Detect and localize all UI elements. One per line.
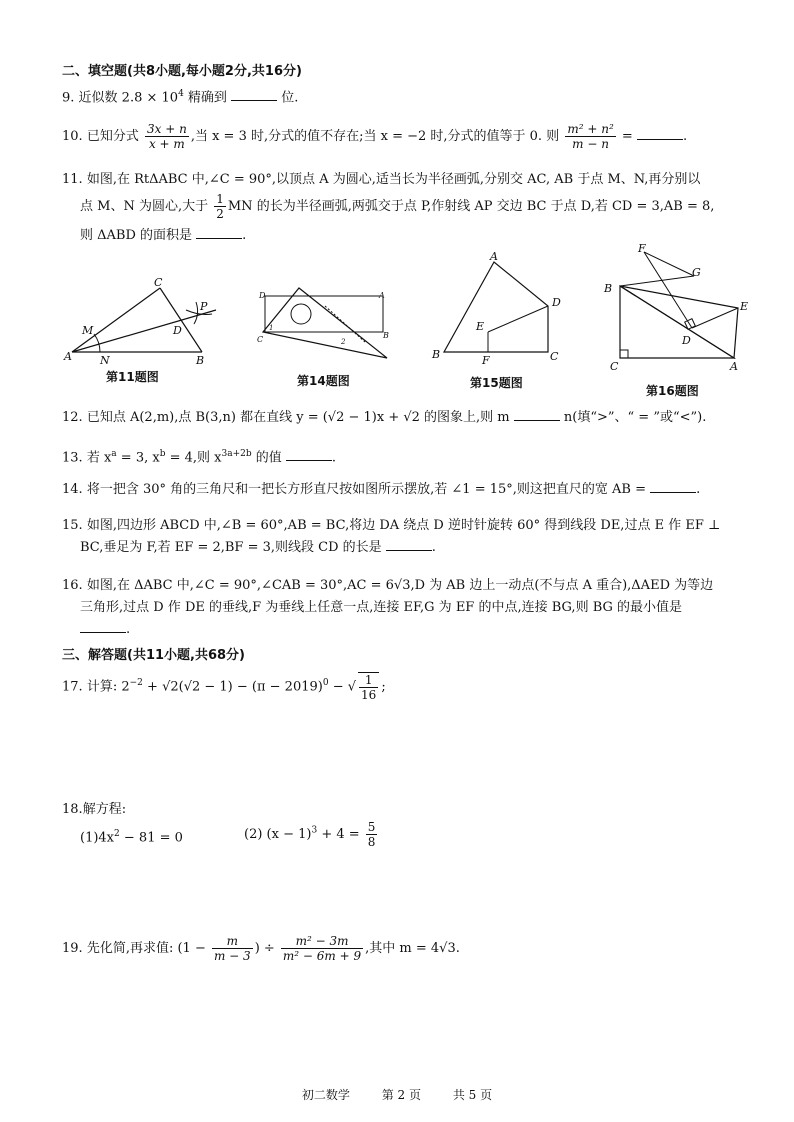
answer-blank-9[interactable] bbox=[231, 88, 277, 101]
figure-11 bbox=[60, 272, 225, 367]
question-13: 13. 若 $x^a = 3$, $x^b = 4$,则 $x^{3a+2b}$ 的值 . bbox=[62, 449, 337, 466]
label-e: E bbox=[476, 320, 485, 333]
footer-subject: 初二数学 bbox=[301, 1088, 350, 1102]
label-a: A bbox=[490, 250, 498, 263]
label-p: P bbox=[200, 300, 208, 313]
question-18-part-1: $(1)4x^2 - 81 = 0$ bbox=[80, 829, 183, 846]
fraction-11: $\frac{1}{2}$ bbox=[216, 192, 224, 221]
label-e: E bbox=[740, 300, 749, 313]
answer-blank-10[interactable] bbox=[637, 127, 683, 140]
label-b: B bbox=[604, 282, 613, 295]
fraction-17: $\frac{1}{16}$ bbox=[358, 672, 379, 702]
label-d: D bbox=[682, 334, 691, 347]
fraction-19a: $\frac{m}{m - 3}$ bbox=[213, 934, 251, 963]
label-f: F bbox=[638, 242, 646, 255]
label-n: N bbox=[100, 354, 110, 367]
label-b: B bbox=[432, 348, 441, 361]
label-angle-1: 1 bbox=[269, 324, 274, 332]
fraction-18: $\frac{5}{8}$ bbox=[367, 820, 376, 849]
question-11-line-3: 则 ΔABD 的面积是 . bbox=[80, 228, 247, 243]
fraction-10a: $\frac{3x + n}{x + m}$ bbox=[146, 122, 187, 151]
label-g: G bbox=[692, 266, 701, 279]
answer-blank-13[interactable] bbox=[286, 448, 332, 461]
label-a: A bbox=[379, 291, 385, 300]
answer-blank-15[interactable] bbox=[386, 538, 432, 551]
answer-blank-16[interactable] bbox=[80, 620, 126, 633]
caption-figure-15: 第15题图 bbox=[470, 376, 523, 390]
figure-16 bbox=[602, 240, 762, 375]
fraction-19b: $\frac{\text{m² − 3m}}{\text{m² − 6m + 9}}$ bbox=[282, 934, 362, 963]
label-b: B bbox=[196, 354, 205, 367]
label-d: D bbox=[552, 296, 561, 309]
question-16-line-3: . bbox=[80, 620, 130, 640]
label-a: A bbox=[64, 350, 72, 363]
question-11-line-2: 点 M、N 为圆心,大于 $\frac{1}{2}$ MN 的长为半径画弧,两弧交于点 P,作射线 AP 交边 BC 于点 D,若 CD = 3,AB = 8, bbox=[80, 192, 715, 221]
question-11-line-1: 11. 如图,在 RtΔABC 中,∠C = 90°,以顶点 A 为圆心,适当长为半径画弧,分别交 AC, AB 于点 M、N,再分别以 bbox=[62, 172, 701, 187]
figure-14 bbox=[255, 284, 395, 364]
question-15-line-2: BC,垂足为 F,若 EF = 2,BF = 3,则线段 CD 的长是 . bbox=[80, 540, 436, 555]
page-footer bbox=[0, 1086, 794, 1103]
answer-blank-11[interactable] bbox=[196, 226, 242, 239]
label-d: D bbox=[173, 324, 182, 337]
question-17: 17. 计算: $2^{-2} + √2(√2 - 1) - (\pi - 2019)^0$ − √ $\frac{1}{16}$ ; bbox=[62, 673, 386, 702]
label-f: F bbox=[482, 354, 490, 367]
label-a: A bbox=[730, 360, 738, 373]
caption-figure-11: 第11题图 bbox=[106, 370, 159, 384]
question-18-part-2: (2) $(x - 1)^3 + 4$ = $\frac{5}{8}$ bbox=[244, 820, 376, 849]
label-c: C bbox=[550, 350, 559, 363]
label-c: C bbox=[257, 335, 264, 344]
caption-figure-14: 第14题图 bbox=[297, 374, 350, 388]
label-c: C bbox=[610, 360, 619, 373]
question-14: 14. 将一把含 30° 角的三角尺和一把长方形直尺按如图所示摆放,若 ∠1 = 15°,则这把直尺的宽 AB = . bbox=[62, 482, 701, 497]
answer-blank-14[interactable] bbox=[650, 480, 696, 493]
label-c: C bbox=[154, 276, 163, 289]
figure-15 bbox=[430, 250, 570, 370]
footer-page: 第 2 页 bbox=[381, 1088, 421, 1102]
section-2-title: 二、填空题(共8小题,每小题2分,共16分) bbox=[62, 64, 302, 79]
question-10: 10. 已知分式 $\frac{3x + n}{x + m}$ ,当 x = 3 时,分式的值不存在;当 x = −2 时,分式的值等于 0. 则 $\frac{\text{m² + n²}}{m - n}$ = . bbox=[62, 122, 688, 151]
question-16-line-2: 三角形,过点 D 作 DE 的垂线,F 为垂线上任意一点,连接 EF,G 为 EF 的中点,连接 BG,则 BG 的最小值是 bbox=[80, 600, 683, 615]
label-m: M bbox=[82, 324, 94, 337]
label-d: D bbox=[259, 291, 266, 300]
question-9: 9. 近似数 $2.8 \times 10^4$ 精确到 位. bbox=[62, 89, 299, 106]
answer-blank-12[interactable] bbox=[514, 408, 560, 421]
label-b: B bbox=[383, 331, 389, 340]
question-16-line-1: 16. 如图,在 ΔABC 中,∠C = 90°,∠CAB = 30°,AC = 6√3,D 为 AB 边上一动点(不与点 A 重合),ΔAED 为等边 bbox=[62, 578, 714, 593]
question-15-line-1: 15. 如图,四边形 ABCD 中,∠B = 60°,AB = BC,将边 DA 绕点 D 逆时针旋转 60° 得到线段 DE,过点 E 作 EF ⊥ bbox=[62, 518, 721, 533]
question-12: 12. 已知点 A(2,m),点 B(3,n) 都在直线 y = (√2 − 1)x + √2 的图象上,则 m n(填“>”、“ = ”或“<”). bbox=[62, 410, 707, 425]
caption-figure-16: 第16题图 bbox=[646, 384, 699, 398]
question-19: 19. 先化简,再求值: (1 − $\frac{m}{m - 3}$ ) ÷ $\frac{\text{m² − 3m}}{\text{m² − 6m + 9}}$ ,其中 m = 4√3. bbox=[62, 934, 460, 963]
footer-total: 共 5 页 bbox=[452, 1088, 493, 1102]
fraction-10b: $\frac{\text{m² + n²}}{m - n}$ bbox=[567, 122, 614, 151]
question-18-title: 18.解方程: bbox=[62, 802, 127, 817]
label-angle-2: 2 bbox=[341, 338, 346, 346]
section-3-title: 三、解答题(共11小题,共68分) bbox=[62, 648, 246, 663]
